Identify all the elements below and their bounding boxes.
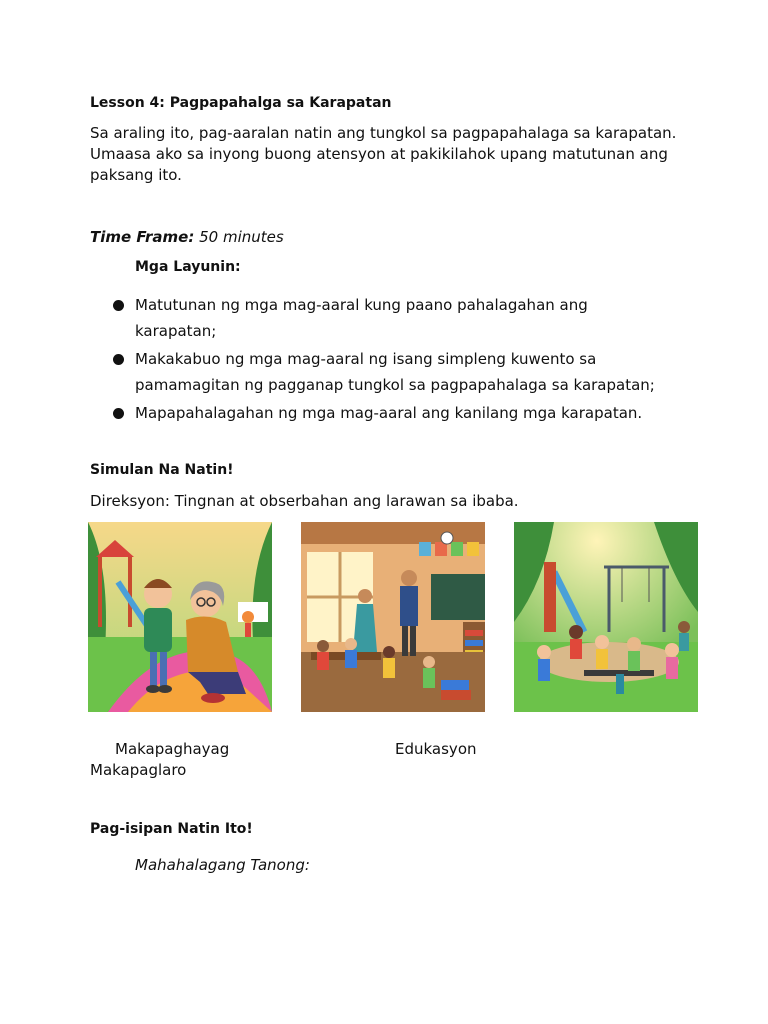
intro-line-1: Sa araling ito, pag-aaralan natin ang tungkol sa pagpapahalaga sa karapatan. [90, 124, 677, 142]
children-playing-illustration [514, 522, 698, 712]
bullet-icon [113, 354, 124, 365]
time-frame [90, 227, 284, 248]
pagisipan-subheading: Mahahalagang Tanong: [135, 856, 310, 874]
lesson-title: Lesson 4: Pagpapahalga sa Karapatan [90, 95, 392, 111]
caption-makapaglaro: Makapaglaro [90, 761, 187, 779]
pagisipan-heading: Pag-isipan Natin Ito! [90, 821, 253, 837]
playground-talk-illustration [88, 522, 272, 712]
objective-3-line-1: Mapapahalagahan ng mga mag-aaral ang kanilang mga karapatan. [135, 404, 643, 422]
objective-1-line-2: karapatan; [135, 322, 217, 340]
caption-makapaghayag: Makapaghayag [115, 740, 230, 758]
objective-2-line-2: pamamagitan ng pagganap tungkol sa pagpapahalaga sa karapatan; [135, 376, 655, 394]
objective-1-line-1: Matutunan ng mga mag-aaral kung paano pahalagahan ang [135, 296, 588, 314]
caption-edukasyon: Edukasyon [395, 740, 477, 758]
time-frame-value: 50 minutes [194, 228, 284, 246]
objectives-heading: Mga Layunin: [135, 259, 241, 275]
intro-line-3: paksang ito. [90, 166, 182, 184]
classroom-illustration [301, 522, 485, 712]
simulan-heading: Simulan Na Natin! [90, 462, 234, 478]
bullet-icon [113, 300, 124, 311]
simulan-direction: Direksyon: Tingnan at obserbahan ang larawan sa ibaba. [90, 492, 519, 510]
time-frame-label: Time Frame: [90, 228, 195, 246]
objective-2-line-1: Makakabuo ng mga mag-aaral ng isang simpleng kuwento sa [135, 350, 597, 368]
intro-line-2: Umaasa ako sa inyong buong atensyon at pakikilahok upang matutunan ang [90, 145, 668, 163]
bullet-icon [113, 408, 124, 419]
